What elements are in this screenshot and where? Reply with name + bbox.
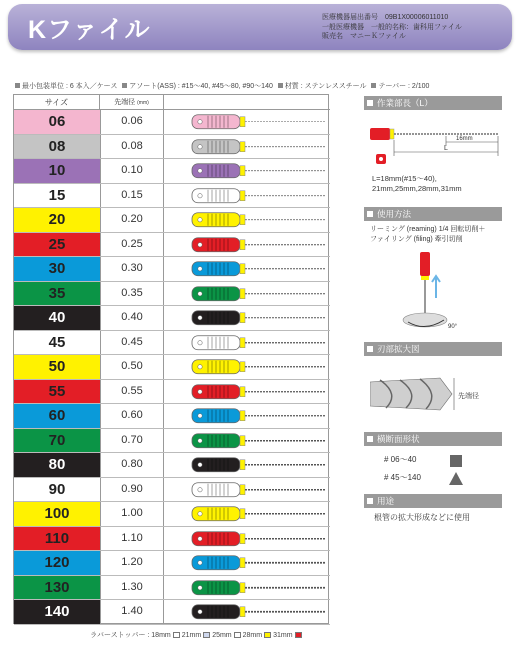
file-image-cell: [164, 355, 330, 377]
diameter-cell: 0.90: [100, 478, 164, 502]
file-illustration: [164, 306, 330, 330]
table-row: [14, 233, 330, 258]
diameter-cell: 1.30: [100, 576, 164, 600]
size-cell: 50: [14, 355, 100, 379]
spec-assort: アソート(ASS) : #15～40, #45～80, #90～140: [129, 83, 273, 90]
handle-hole: [198, 365, 202, 369]
diameter-cell: 0.06: [100, 110, 164, 134]
legend-item-label: 25mm: [212, 632, 232, 639]
file-image-cell: [164, 576, 330, 598]
page-title: Kファイル: [28, 16, 151, 44]
rubber-stopper: [240, 460, 245, 470]
file-illustration: [164, 355, 330, 379]
file-illustration: [164, 551, 330, 575]
handle-hole: [198, 291, 202, 295]
square-bullet-icon: [367, 346, 373, 352]
diameter-cell: 0.30: [100, 257, 164, 281]
cross-section-b-label: # 45～140: [384, 473, 421, 482]
rubber-stopper: [240, 190, 245, 200]
size-cell: 20: [14, 208, 100, 232]
size-cell: 55: [14, 380, 100, 404]
file-image-cell: [164, 208, 330, 230]
stopper-legend: [90, 630, 304, 640]
spec-taper: テーパー : 2/100: [378, 83, 430, 90]
handle-hole: [198, 144, 202, 148]
table-row: [14, 184, 330, 209]
file-image-cell: [164, 429, 330, 451]
size-cell: 130: [14, 576, 100, 600]
square-bullet-icon: [15, 83, 20, 88]
table-header: [14, 95, 330, 110]
table-row: [14, 453, 330, 478]
file-image-cell: [164, 600, 330, 622]
diameter-cell: 1.40: [100, 600, 164, 624]
file-image-cell: [164, 159, 330, 181]
handle-shape: [370, 128, 390, 140]
square-bullet-icon: [122, 83, 127, 88]
file-image-cell: [164, 135, 330, 157]
dimension-16mm-label: 16mm: [456, 136, 473, 142]
section-title-use: [364, 494, 502, 508]
file-illustration: [164, 380, 330, 404]
table-row: [14, 257, 330, 282]
table-row: [14, 502, 330, 527]
column-header-diameter: [100, 95, 164, 110]
size-cell: 30: [14, 257, 100, 281]
rubber-stopper: [240, 411, 245, 421]
file-illustration: [164, 184, 330, 208]
section-title-blade: [364, 342, 502, 356]
stopper-shape: [421, 276, 429, 280]
rubber-stopper: [240, 215, 245, 225]
rubber-stopper: [240, 533, 245, 543]
file-image-cell: [164, 551, 330, 573]
device-category: 一般医療機器 一般的名称：歯科用ファイル: [322, 23, 462, 31]
file-image-cell: [164, 478, 330, 500]
file-illustration: [164, 257, 330, 281]
spec-line: [12, 81, 512, 91]
usage-line-1: リーミング (reaming) 1/4 回転切削＋: [370, 226, 486, 233]
up-arrow-icon: [432, 276, 440, 298]
rubber-stopper: [240, 166, 245, 176]
file-image-cell: [164, 233, 330, 255]
legend-swatch: [173, 632, 180, 638]
blade-title-text: 刃部拡大図: [377, 344, 420, 354]
working-length-text: [372, 174, 462, 194]
blade-diagram: [370, 372, 500, 416]
handle-hole: [198, 487, 202, 491]
rubber-stopper: [240, 313, 245, 323]
diameter-cell: 1.10: [100, 527, 164, 551]
table-row: [14, 478, 330, 503]
rubber-stopper: [240, 337, 245, 347]
handle-hole: [198, 561, 202, 565]
square-bullet-icon: [367, 436, 373, 442]
rubber-stopper: [240, 386, 245, 396]
size-cell: 35: [14, 282, 100, 306]
size-cell: 15: [14, 184, 100, 208]
handle-shape: [420, 252, 430, 276]
handle-hole: [198, 536, 202, 540]
file-illustration: [164, 135, 330, 159]
diameter-unit: (mm): [137, 100, 149, 106]
file-illustration: [164, 282, 330, 306]
table-row: [14, 208, 330, 233]
file-illustration: [164, 404, 330, 428]
triangle-section-icon: [449, 472, 463, 485]
legend-item-label: 28mm: [242, 632, 263, 639]
diameter-cell: 0.60: [100, 404, 164, 428]
size-cell: 140: [14, 600, 100, 624]
file-illustration: [164, 331, 330, 355]
file-image-cell: [164, 527, 330, 549]
section-title-working-length: [364, 96, 502, 110]
size-cell: 100: [14, 502, 100, 526]
size-table: [13, 94, 329, 624]
square-bullet-icon: [278, 83, 283, 88]
table-row: [14, 306, 330, 331]
diameter-cell: 1.00: [100, 502, 164, 526]
rubber-stopper: [240, 117, 245, 127]
rubber-stopper: [240, 362, 245, 372]
file-illustration: [164, 453, 330, 477]
diameter-cell: 0.40: [100, 306, 164, 330]
working-length-title-text: 作業部長（L）: [377, 98, 433, 108]
diameter-cell: 0.08: [100, 135, 164, 159]
legend-swatch: [234, 632, 241, 638]
file-image-cell: [164, 282, 330, 304]
file-image-cell: [164, 453, 330, 475]
file-illustration: [164, 502, 330, 526]
working-length-line-2: 21mm,25mm,28mm,31mm: [372, 184, 462, 193]
square-bullet-icon: [367, 211, 373, 217]
table-row: [14, 404, 330, 429]
diameter-cell: 0.70: [100, 429, 164, 453]
section-title-cross-section: [364, 432, 502, 446]
legend-item-label: 18mm: [151, 632, 171, 639]
header-banner: [8, 4, 512, 50]
size-cell: 06: [14, 110, 100, 134]
legend-item-label: 31mm: [273, 632, 293, 639]
rotation-ellipse: [403, 313, 447, 327]
handle-hole: [198, 414, 202, 418]
file-illustration: [164, 159, 330, 183]
rubber-stopper: [240, 141, 245, 151]
handle-hole: [198, 340, 202, 344]
table-row: [14, 135, 330, 160]
file-illustration: [164, 600, 330, 624]
diameter-cell: 0.15: [100, 184, 164, 208]
file-illustration: [164, 429, 330, 453]
table-row: [14, 282, 330, 307]
rubber-stopper: [240, 288, 245, 298]
legend-item-label: 21mm: [181, 632, 202, 639]
header-registration-info: [322, 13, 462, 42]
handle-hole: [198, 316, 202, 320]
column-header-size: サイズ: [14, 95, 100, 110]
legend-items: [151, 632, 303, 639]
diameter-cell: 0.20: [100, 208, 164, 232]
diameter-cell: 0.45: [100, 331, 164, 355]
legend-label: ラバーストッパー :: [90, 632, 152, 639]
size-cell: 08: [14, 135, 100, 159]
table-row: [14, 159, 330, 184]
table-row: [14, 551, 330, 576]
size-cell: 80: [14, 453, 100, 477]
rubber-stopper: [240, 607, 245, 617]
square-bullet-icon: [367, 100, 373, 106]
handle-hole: [198, 169, 202, 173]
spec-pack: 最小包装単位 : 6 本入／ケース: [22, 83, 118, 90]
diameter-label: 先端径: [114, 99, 136, 106]
file-illustration: [164, 208, 330, 232]
file-image-cell: [164, 306, 330, 328]
usage-line-2: ファイリング (filing) 牽引切削: [370, 236, 463, 243]
diameter-cell: 0.10: [100, 159, 164, 183]
file-image-cell: [164, 110, 330, 132]
file-image-cell: [164, 380, 330, 402]
rubber-stopper: [240, 509, 245, 519]
diameter-cell: 0.50: [100, 355, 164, 379]
handle-hole: [198, 218, 202, 222]
diameter-cell: 1.20: [100, 551, 164, 575]
handle-hole: [198, 585, 202, 589]
cross-section-a-label: # 06～40: [384, 455, 417, 464]
file-illustration: [164, 233, 330, 257]
use-text: 根管の拡大形成などに使用: [374, 513, 470, 522]
size-cell: 40: [14, 306, 100, 330]
rubber-stopper: [240, 484, 245, 494]
table-row: [14, 429, 330, 454]
file-image-cell: [164, 331, 330, 353]
size-cell: 110: [14, 527, 100, 551]
legend-swatch: [295, 632, 302, 638]
size-cell: 120: [14, 551, 100, 575]
product-name: 販売名 マニーＫファイル: [322, 33, 406, 40]
legend-swatch: [264, 632, 271, 638]
diameter-cell: 0.55: [100, 380, 164, 404]
usage-title-text: 使用方法: [377, 209, 412, 219]
handle-hole: [198, 512, 202, 516]
file-image-cell: [164, 502, 330, 524]
file-image-cell: [164, 257, 330, 279]
handle-hole: [198, 242, 202, 246]
file-illustration: [164, 527, 330, 551]
handle-hole: [198, 120, 202, 124]
table-row: [14, 600, 330, 625]
size-cell: 70: [14, 429, 100, 453]
size-cell: 25: [14, 233, 100, 257]
table-row: [14, 380, 330, 405]
rubber-stopper: [240, 264, 245, 274]
registration-number: 医療機器届出番号 09B1X00006011010: [322, 14, 449, 21]
table-row: [14, 576, 330, 601]
spec-material: 材質 : ステンレススチール: [284, 83, 367, 90]
cross-section-title-text: 横断面形状: [377, 434, 420, 444]
size-cell: 10: [14, 159, 100, 183]
working-length-line-1: L=18mm(#15～40),: [372, 174, 437, 183]
handle-hole: [198, 610, 202, 614]
rubber-stopper: [240, 582, 245, 592]
square-bullet-icon: [367, 498, 373, 504]
table-row: [14, 527, 330, 552]
size-cell: 90: [14, 478, 100, 502]
rubber-stopper: [240, 558, 245, 568]
table-row: [14, 331, 330, 356]
legend-swatch: [203, 632, 210, 638]
handle-hole: [198, 267, 202, 271]
section-title-usage: [364, 207, 502, 221]
handle-hole: [198, 389, 202, 393]
use-title-text: 用途: [377, 496, 395, 506]
table-row: [14, 110, 330, 135]
stopper-shape: [390, 129, 394, 139]
handle-hole: [198, 463, 202, 467]
rubber-stopper: [240, 435, 245, 445]
file-image-cell: [164, 184, 330, 206]
square-section-icon: [450, 455, 462, 467]
working-length-diagram: [366, 116, 506, 170]
file-illustration: [164, 478, 330, 502]
file-illustration: [164, 576, 330, 600]
usage-text: [370, 225, 485, 245]
dimension-L-label: L: [444, 145, 448, 152]
usage-diagram: [400, 248, 480, 334]
rubber-stopper: [240, 239, 245, 249]
table-row: [14, 355, 330, 380]
diameter-cell: 0.25: [100, 233, 164, 257]
diameter-cell: 0.35: [100, 282, 164, 306]
angle-label: 90°: [448, 324, 458, 330]
square-bullet-icon: [371, 83, 376, 88]
size-cell: 45: [14, 331, 100, 355]
tip-diameter-label: 先端径: [458, 393, 479, 400]
size-cell: 60: [14, 404, 100, 428]
file-illustration: [164, 110, 330, 134]
handle-hole: [198, 193, 202, 197]
file-image-cell: [164, 404, 330, 426]
handle-hole: [198, 438, 202, 442]
diameter-cell: 0.80: [100, 453, 164, 477]
